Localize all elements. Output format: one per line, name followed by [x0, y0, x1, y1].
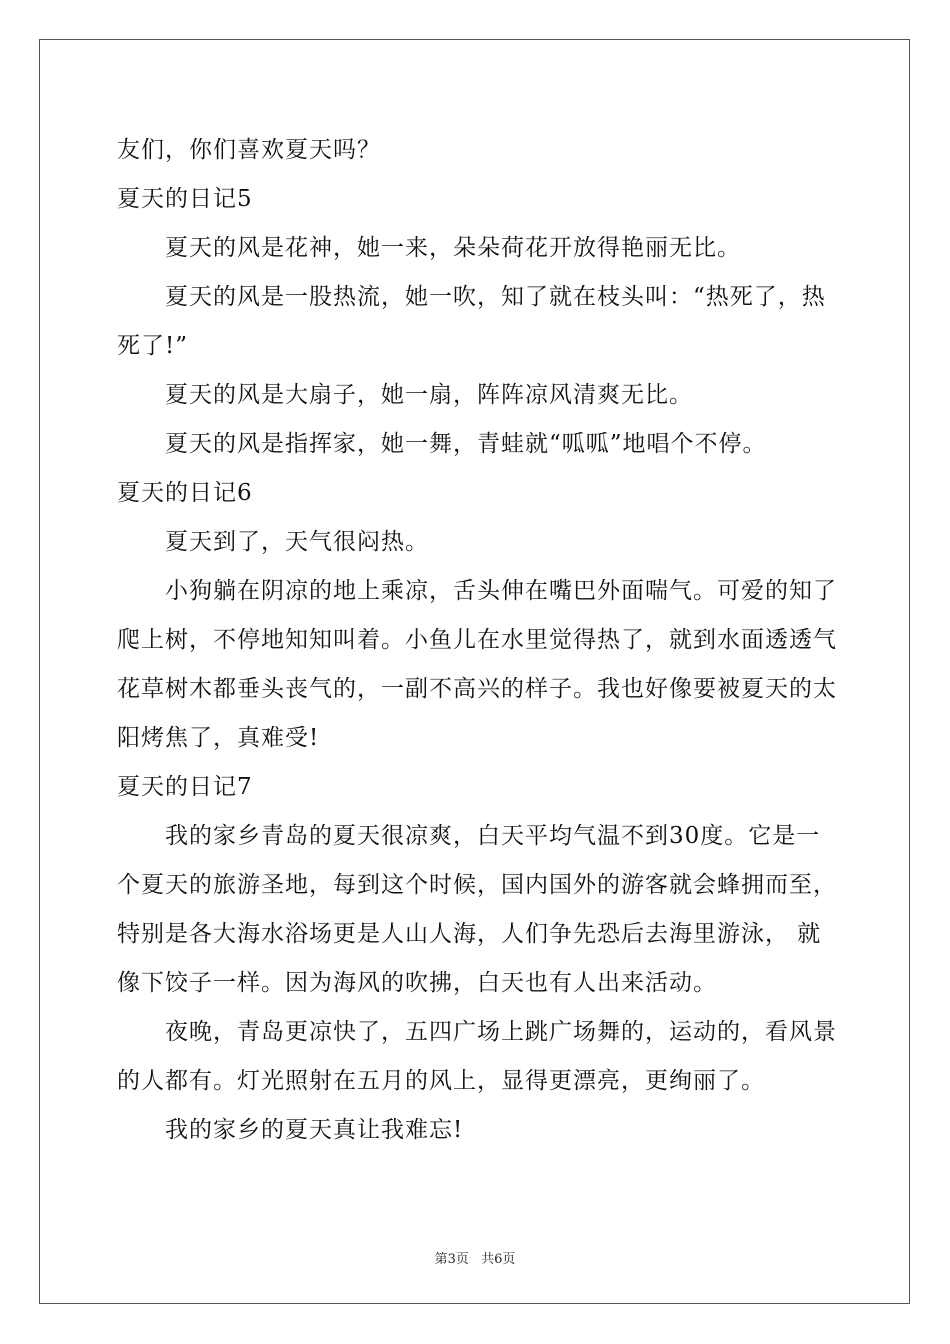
- paragraph-line: 阳烤焦了，真难受!: [117, 725, 320, 751]
- paragraph-line: 特别是各大海水浴场更是人山人海，人们争先恐后去海里游泳， 就: [117, 921, 822, 947]
- paragraph-line: 夏天的风是指挥家，她一舞，青蛙就“呱呱”地唱个不停。: [165, 431, 767, 457]
- paragraph-line: 小狗躺在阴凉的地上乘凉，舌头伸在嘴巴外面喘气。可爱的知了: [165, 578, 837, 604]
- paragraph-line: 个夏天的旅游圣地，每到这个时候，国内国外的游客就会蜂拥而至，: [117, 872, 837, 898]
- paragraph-line: 爬上树，不停地知知叫着。小鱼儿在水里觉得热了，就到水面透透气: [117, 627, 837, 653]
- paragraph-line: 夏天到了，天气很闷热。: [165, 529, 429, 555]
- paragraph-line: 我的家乡青岛的夏天很凉爽，白天平均气温不到30度。它是一: [165, 823, 821, 849]
- paragraph-line: 死了!”: [117, 333, 189, 359]
- paragraph-line: 夏天的风是一股热流，她一吹，知了就在枝头叫：“热死了，热: [165, 284, 826, 310]
- paragraph-line: 像下饺子一样。因为海风的吹拂，白天也有人出来活动。: [117, 970, 717, 996]
- paragraph-line: 夜晚，青岛更凉快了，五四广场上跳广场舞的，运动的，看风景: [165, 1019, 837, 1045]
- document-body: [117, 126, 837, 1155]
- page-number: 第3页: [434, 1252, 469, 1267]
- paragraph-line: 友们，你们喜欢夏天吗？: [117, 137, 381, 163]
- paragraph-line: 的人都有。灯光照射在五月的风上，显得更漂亮，更绚丽了。: [117, 1068, 765, 1094]
- page-total: 共6页: [481, 1252, 516, 1267]
- page-footer: [0, 1248, 950, 1267]
- section-heading: 夏天的日记7: [117, 774, 253, 800]
- paragraph-line: 夏天的风是花神，她一来，朵朵荷花开放得艳丽无比。: [165, 235, 741, 261]
- section-heading: 夏天的日记6: [117, 480, 253, 506]
- section-heading: 夏天的日记5: [117, 186, 253, 212]
- paragraph-line: 我的家乡的夏天真让我难忘!: [165, 1117, 464, 1143]
- paragraph-line: 花草树木都垂头丧气的，一副不高兴的样子。我也好像要被夏天的太: [117, 676, 837, 702]
- paragraph-line: 夏天的风是大扇子，她一扇，阵阵凉风清爽无比。: [165, 382, 693, 408]
